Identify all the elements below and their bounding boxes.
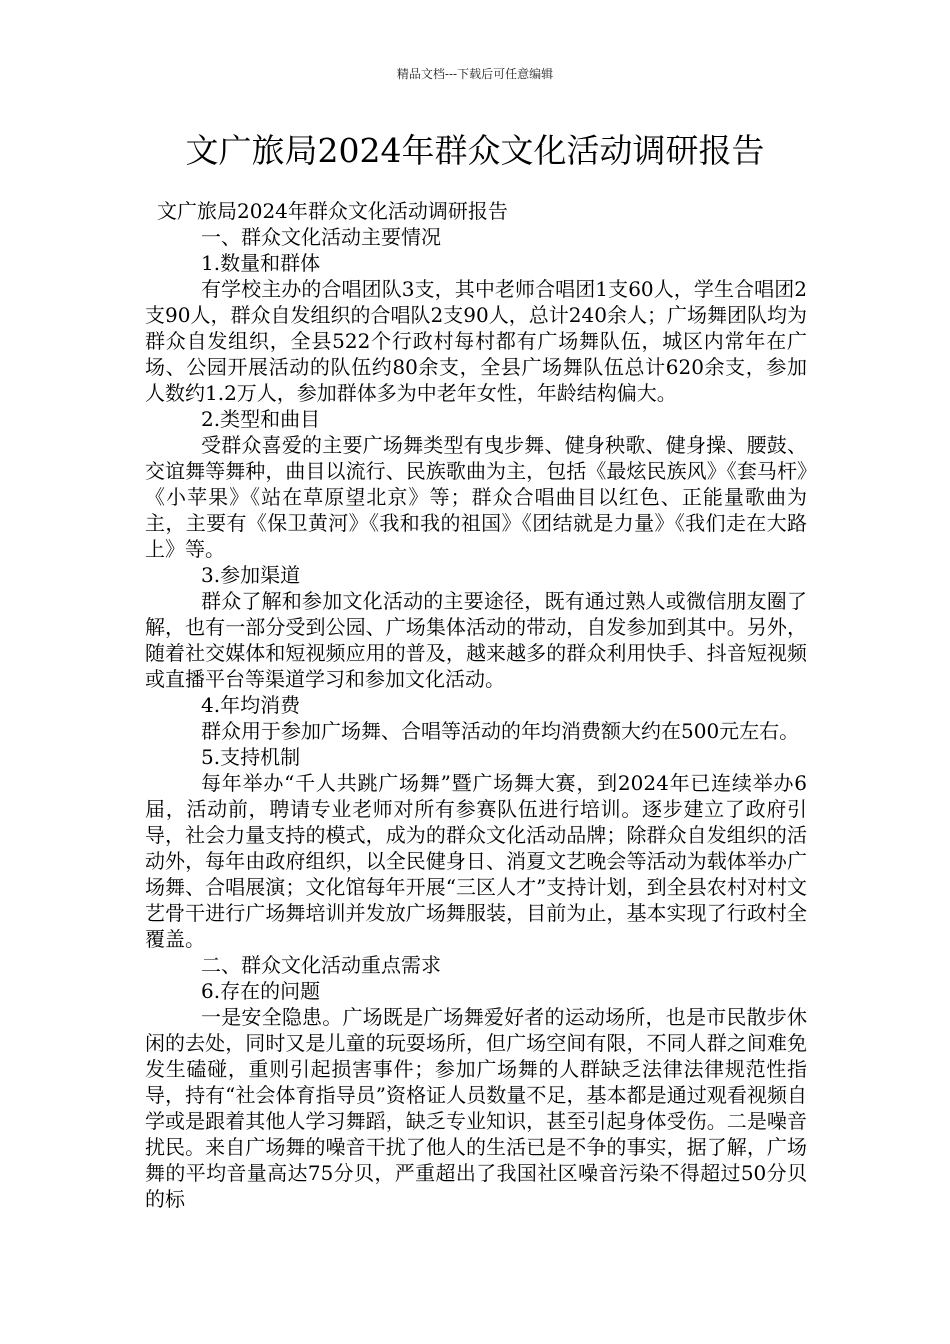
document-body xyxy=(145,198,807,1212)
subsection-heading: 1.数量和群体 xyxy=(201,251,321,275)
paragraph: 群众了解和参加文化活动的主要途径，既有通过熟人或微信朋友圈了解，也有一部分受到公园、广场集体活动的带动，自发参加到其中。另外，随着社交媒体和短视频应用的普及，越来越多的群众利用快手、抖音短视频或直播平台等渠道学习和参加文化活动。 xyxy=(145,589,807,691)
document-title: 文广旅局2024年群众文化活动调研报告 xyxy=(185,131,765,170)
subsection-heading: 5.支持机制 xyxy=(201,745,301,769)
subsection-heading: 2.类型和曲目 xyxy=(201,407,321,431)
paragraph: 有学校主办的合唱团队3支，其中老师合唱团1支60人，学生合唱团2支90人，群众自发组织的合唱队2支90人，总计240余人；广场舞团队均为群众自发组织，全县522个行政村每村都有广场舞队伍，城区内常年在广场、公园开展活动的队伍约80余支，全县广场舞队伍总计620余支，参加人数约1.2万人，参加群体多为中老年女性，年龄结构偏大。 xyxy=(145,277,807,405)
subsection-heading: 4.年均消费 xyxy=(201,693,301,717)
paragraph: 一是安全隐患。广场既是广场舞爱好者的运动场所，也是市民散步休闲的去处，同时又是儿童的玩耍场所，但广场空间有限，不同人群之间难免发生磕碰，重则引起损害事件；参加广场舞的人群缺乏法律法律规范性指导，持有“社会体育指导员”资格证人员数量不足，基本都是通过观看视频自学或是跟着其他人学习舞蹈，缺乏专业知识，甚至引起身体受伤。二是噪音扰民。来自广场舞的噪音干扰了他人的生活已是不争的事实，据了解，广场舞的平均音量高达75分贝，严重超出了我国社区噪音污染不得超过50分贝的标 xyxy=(145,1005,807,1211)
section-heading: 一、群众文化活动主要情况 xyxy=(201,225,441,249)
paragraph: 群众用于参加广场舞、合唱等活动的年均消费额大约在500元左右。 xyxy=(201,719,800,743)
section-heading: 二、群众文化活动重点需求 xyxy=(201,953,441,977)
header-note: 精品文档---下载后可任意编辑 xyxy=(396,67,554,81)
lead-line: 文广旅局2024年群众文化活动调研报告 xyxy=(157,199,508,223)
paragraph: 每年举办“千人共跳广场舞”暨广场舞大赛，到2024年已连续举办6届，活动前，聘请专业老师对所有参赛队伍进行培训。逐步建立了政府引导，社会力量支持的模式，成为的群众文化活动品牌；除群众自发组织的活动外，每年由政府组织，以全民健身日、消夏文艺晚会等活动为载体举办广场舞、合唱展演；文化馆每年开展“三区人才”支持计划，到全县农村对村文艺骨干进行广场舞培训并发放广场舞服装，目前为止，基本实现了行政村全覆盖。 xyxy=(145,771,807,951)
subsection-heading: 3.参加渠道 xyxy=(201,563,301,587)
subsection-heading: 6.存在的问题 xyxy=(201,979,321,1003)
paragraph: 受群众喜爱的主要广场舞类型有曳步舞、健身秧歌、健身操、腰鼓、交谊舞等舞种，曲目以流行、民族歌曲为主，包括《最炫民族风》《套马杆》《小苹果》《站在草原望北京》等；群众合唱曲目以红色、正能量歌曲为主，主要有《保卫黄河》《我和我的祖国》《团结就是力量》《我们走在大路上》等。 xyxy=(145,433,807,561)
